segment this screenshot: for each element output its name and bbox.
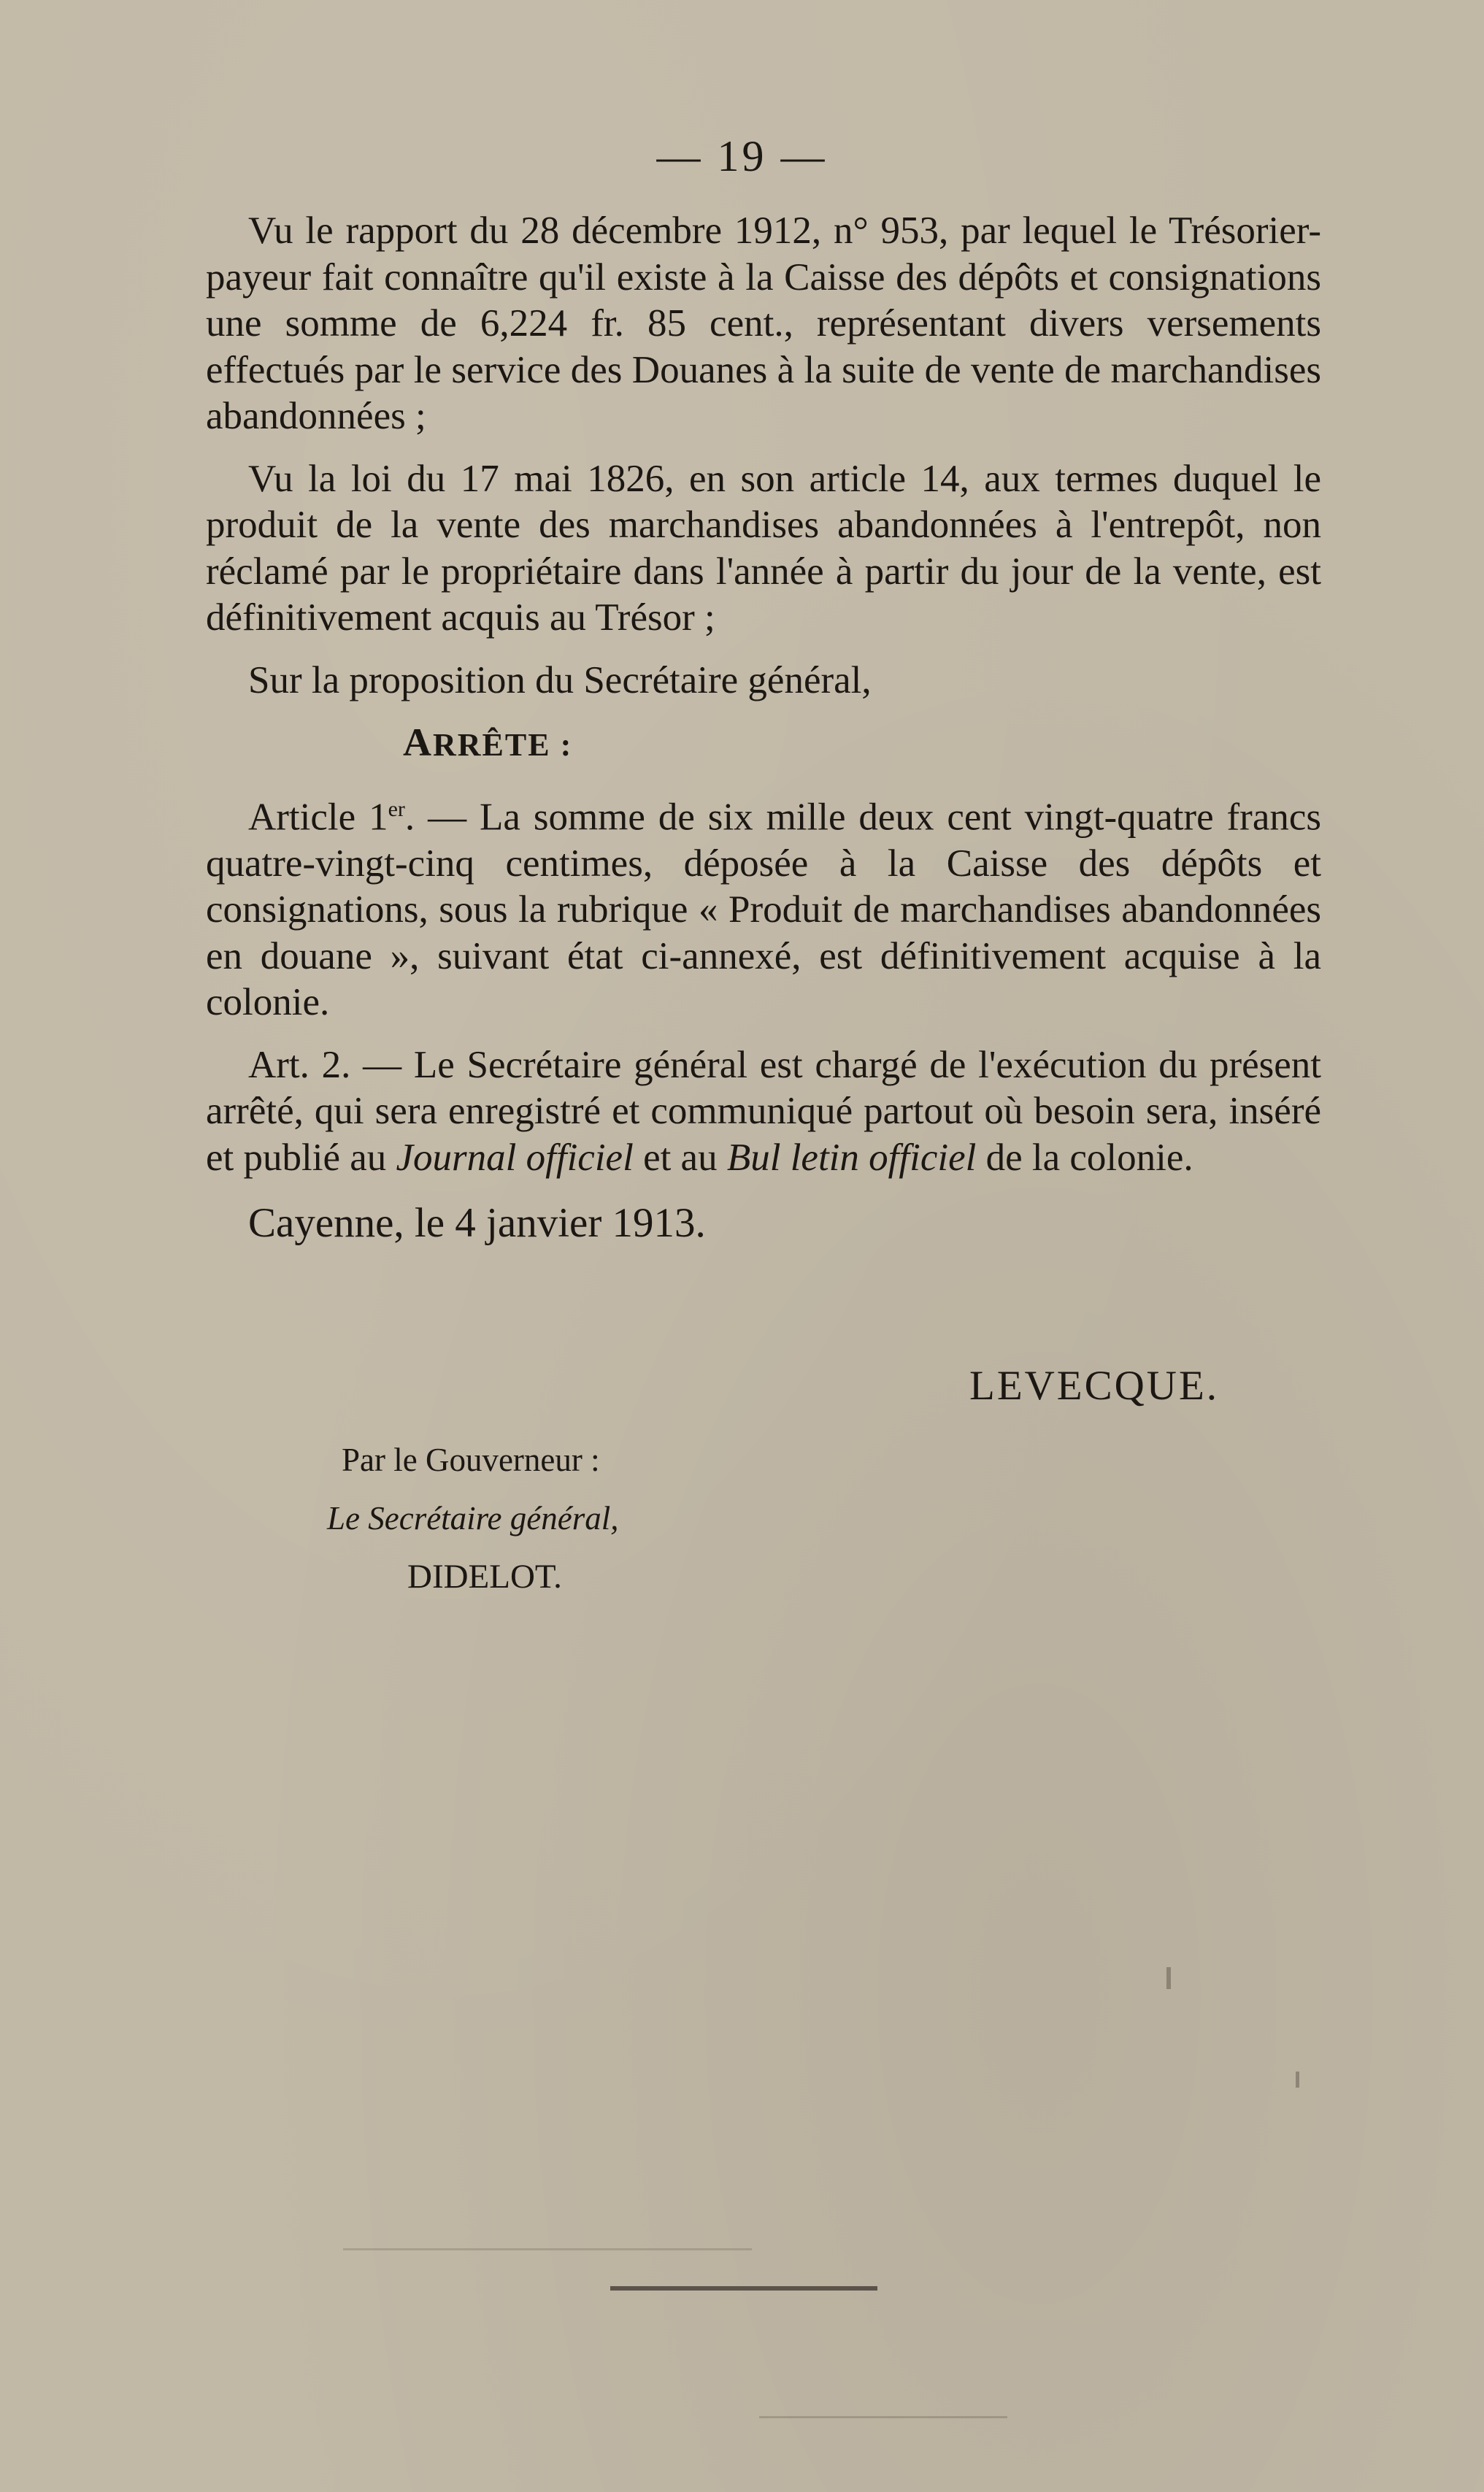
article-1 [206,786,1321,1026]
paragraph-rapport: Vu le rapport du 28 décembre 1912, n° 953, par lequel le Trésorier-payeur fait connaître qu'il existe à la Caisse des dépôts et consignations une somme de 6,224 fr. 85 cent., représentant divers versements effectués par le service des Douanes à la suite de vente de marchandises abandonnées ; [206,209,1321,437]
countersignature-block [327,1431,618,1606]
arrete-heading [206,720,1321,769]
page-number: — 19 — [656,132,828,180]
paper-speck [759,2416,1007,2418]
paragraph-proposition: Sur la proposition du Secrétaire général, [248,658,872,701]
place-date-line: Cayenne, le 4 janvier 1913. [248,1200,706,1247]
article-1-text: . — La somme de six mille deux cent vingt-quatre francs quatre-vingt-cinq centimes, déposée à la Caisse des dépôts et consignations, sous la rubrique « Produit de marchandises abandonnées en douane », suivant état ci-annexé, est définitivement acquise à la colonie. [206,796,1321,1024]
article-1-label: Article 1 [248,796,388,839]
paper-speck [1296,2072,1299,2088]
arrete-heading-initial: A [403,720,433,764]
article-2-text-after: de la colonie. [976,1136,1193,1179]
secretary-name: DIDELOT. [407,1558,562,1596]
paper-speck [343,2248,752,2250]
article-2-text-before: Art. 2. — Le Secrétaire général est chargé de l'exécution du présent arrêté, qui sera enregistré et communiqué partout où besoin sera, inséré et publié au [206,1043,1321,1179]
paragraph-loi: Vu la loi du 17 mai 1826, en son article 14, aux termes duquel le produit de la vente des marchandises abandonnées à l'entrepôt, non réclamé par le propriétaire dans l'année à partir du jour de la vente, est définitivement acquis au Trésor ; [206,457,1321,639]
governor-signature: LEVECQUE. [969,1363,1220,1409]
article-2 [206,1042,1321,1182]
document-body [206,208,1321,1247]
bulletin-officiel-title: Bul letin officiel [726,1136,977,1179]
journal-officiel-title: Journal officiel [396,1136,634,1179]
arrete-heading-rest: RRÊTE : [433,727,573,763]
closing-rule [610,2286,877,2291]
paper-speck [1166,1967,1171,1989]
article-2-text-middle: et au [633,1136,727,1179]
by-governor-line: Par le Gouverneur : [342,1442,600,1478]
secretary-title: Le Secrétaire général, [327,1500,619,1537]
article-1-sup: er [388,796,405,821]
